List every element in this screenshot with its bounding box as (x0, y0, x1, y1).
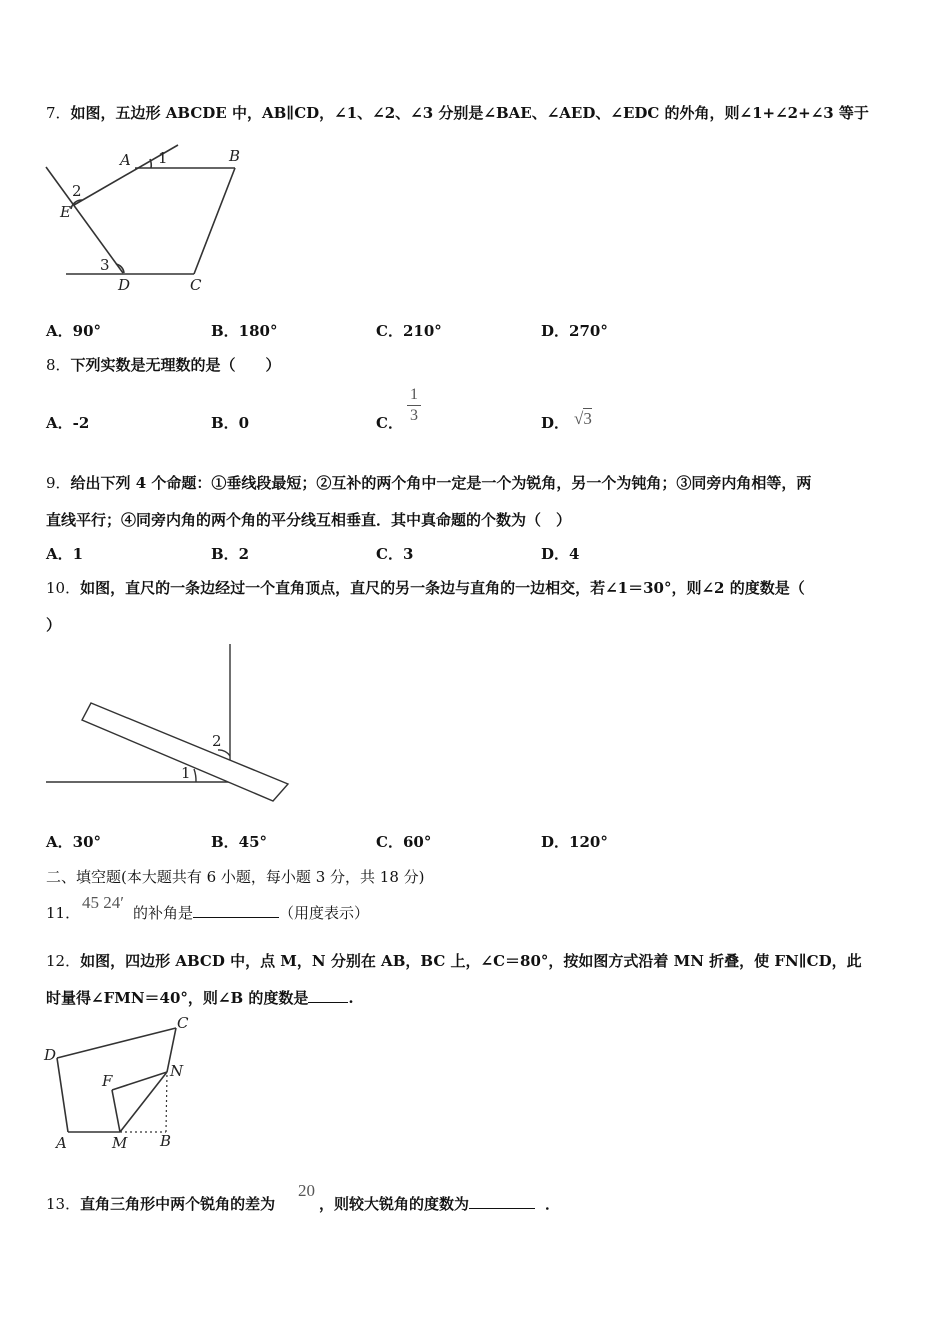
q13-text-before: 直角三角形中两个锐角的差为 (80, 1195, 276, 1213)
q9-option-c: C．3 (376, 545, 414, 563)
q10-number: 10． (46, 579, 81, 597)
q10-label-1: 1 (181, 764, 191, 782)
q8-sqrt-value: 3 (583, 409, 592, 428)
q13-number: 13． (46, 1195, 81, 1213)
q10-stem-line2: ） (46, 616, 62, 634)
q7-label-3: 3 (100, 256, 110, 274)
q12-label-d: D (44, 1046, 57, 1064)
q7-label-1: 1 (158, 149, 168, 167)
q12-quadrilateral-figure (42, 1012, 202, 1154)
q10-label-2: 2 (212, 732, 222, 750)
q10-ruler-figure (44, 642, 294, 807)
q7-pentagon-figure (40, 145, 280, 300)
q12-answer-blank[interactable] (308, 1002, 348, 1003)
q12-label-m: M (112, 1134, 128, 1152)
q7-label-b: B (229, 147, 241, 165)
q13-answer-blank[interactable] (469, 1208, 535, 1209)
q12-text-end: . (348, 989, 354, 1007)
q10-stem-line1 (46, 577, 805, 598)
q12-number: 12． (46, 952, 81, 970)
q7-stem (46, 102, 869, 123)
q8-fraction-denominator: 3 (410, 407, 418, 424)
q9-number: 9． (46, 474, 71, 492)
q13-end: ． (545, 1195, 561, 1213)
q11-text-after: 的补角是 (133, 904, 194, 922)
q12-label-b: B (160, 1132, 172, 1150)
q7-label-2: 2 (72, 182, 82, 200)
q7-text: 如图，五边形 ABCDE 中，AB∥CD，∠1、∠2、∠3 分别是∠BAE、∠AED、∠EDC 的外角，则∠1+∠2+∠3 等于 (70, 104, 869, 122)
q7-label-d: D (118, 276, 131, 294)
q8-option-a: A．-2 (46, 414, 90, 432)
q12-label-n: N (170, 1062, 184, 1080)
q12-label-a: A (56, 1134, 67, 1152)
q7-option-c: C．210° (376, 322, 442, 340)
q7-label-c: C (190, 276, 202, 294)
q7-label-a: A (120, 151, 131, 169)
q7-option-a: A．90° (46, 322, 102, 340)
q13-text-after: ，则较大锐角的度数为 (319, 1195, 470, 1213)
q12-stem-line2 (46, 987, 354, 1008)
q11-stem (46, 902, 80, 923)
q8-option-c: C． (376, 414, 403, 432)
q7-label-e: E (60, 203, 71, 221)
q13-text-after-wrap (319, 1193, 560, 1214)
q11-number: 11． (46, 904, 81, 922)
q9-option-d: D．4 (541, 545, 580, 563)
q11-text (133, 902, 369, 923)
q8-text: 下列实数是无理数的是（ ） (70, 356, 281, 374)
q7-number: 7． (46, 104, 71, 122)
q10-option-c: C．60° (376, 833, 432, 851)
q12-label-f: F (102, 1072, 113, 1090)
q10-option-d: D．120° (541, 833, 608, 851)
q9-stem-line1 (46, 472, 811, 493)
q12-stem-line1 (46, 950, 862, 971)
q9-stem-line2: 直线平行；④同旁内角的两个角的平分线互相垂直．其中真命题的个数为（ ） (46, 511, 572, 529)
q8-option-b: B．0 (211, 414, 250, 432)
q10-option-a: A．30° (46, 833, 102, 851)
q13-expression: 20 (298, 1181, 315, 1200)
q10-text-line1: 如图，直尺的一条边经过一个直角顶点，直尺的另一条边与直角的一边相交，若∠1＝30°，则∠2 的度数是（ (80, 579, 805, 597)
q8-fraction-bar (407, 405, 421, 406)
q8-sqrt (574, 409, 592, 429)
q9-text-line1: 给出下列 4 个命题：①垂线段最短；②互补的两个角中一定是一个为锐角，另一个为钝角；③同旁内角相等，两 (70, 474, 812, 492)
q9-option-a: A．1 (46, 545, 84, 563)
q7-option-b: B．180° (211, 322, 278, 340)
q13-stem (46, 1193, 275, 1214)
q10-option-b: B．45° (211, 833, 268, 851)
q8-sqrt-sign: √ (574, 409, 584, 428)
q12-text-line2: 时量得∠FMN＝40°，则∠B 的度数是 (46, 989, 309, 1007)
q8-stem (46, 354, 281, 375)
q11-expression: 45 24′ (82, 893, 124, 912)
q7-option-d: D．270° (541, 322, 608, 340)
q11-tail: （用度表示） (279, 904, 370, 922)
section-2-title: 二、填空题(本大题共有 6 小题，每小题 3 分，共 18 分) (46, 868, 425, 886)
q12-text-line1: 如图，四边形 ABCD 中，点 M，N 分别在 AB，BC 上，∠C＝80°，按如图方式沿着 MN 折叠，使 FN∥CD，此 (80, 952, 862, 970)
q11-answer-blank[interactable] (193, 917, 279, 918)
q9-option-b: B．2 (211, 545, 250, 563)
q8-number: 8． (46, 356, 71, 374)
q8-fraction-numerator: 1 (410, 386, 418, 403)
q8-fraction (407, 386, 421, 425)
q12-label-c: C (177, 1014, 189, 1032)
q8-option-d: D． (541, 414, 570, 432)
